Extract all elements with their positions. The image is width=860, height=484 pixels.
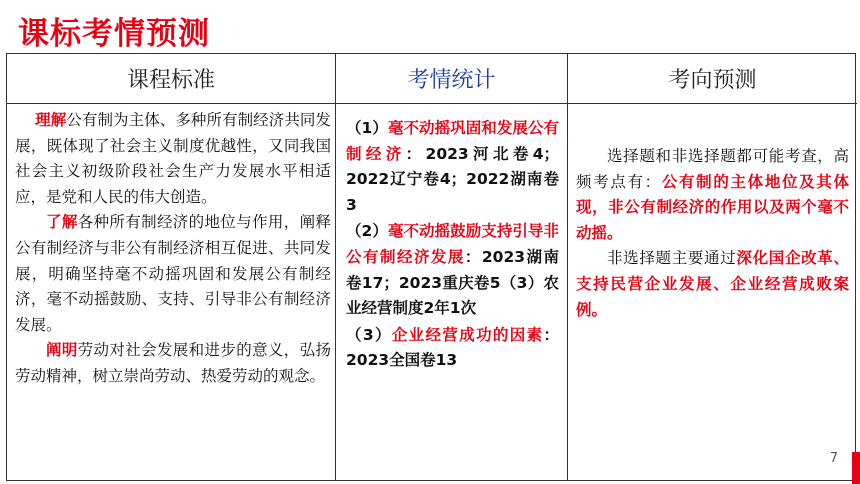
- standard-paragraph: [15, 210, 331, 338]
- overview-table: [6, 53, 856, 481]
- prediction-highlight: 深化国企改革、支持民营企业发展、企业经营成败案例。: [576, 249, 849, 319]
- standard-paragraph: [15, 108, 331, 210]
- prediction-paragraph: [576, 144, 849, 246]
- stat-number: （1）: [346, 119, 388, 137]
- standard-keyword: 了解: [46, 213, 78, 232]
- prediction-highlight: 公有制的主体地位及其体现，非公有制经济的作用以及两个毫不动摇。: [576, 172, 849, 242]
- standard-text: 各种所有制经济的地位与作用，阐释公有制经济与非公有制经济相互促进、共同发展，明确坚持毫不动摇巩固和发展公有制经济，毫不动摇鼓励、支持、引导非公有制经济发展。: [15, 213, 331, 334]
- stat-detail: ：2023全国卷13: [346, 325, 559, 370]
- corner-accent-bar: [852, 452, 860, 484]
- prediction-text: 选择题和非选择题都可能考查，高频考点有：: [576, 147, 849, 191]
- page-number: 7: [829, 451, 838, 466]
- page-title: 课标考情预测: [18, 16, 210, 52]
- header-exam-prediction: 考向预测: [568, 54, 857, 104]
- stat-topic: 毫不动摇鼓励支持引导非公有制经济发展: [346, 222, 559, 266]
- stat-number: （3）: [346, 325, 392, 344]
- standard-keyword: 理解: [35, 111, 67, 129]
- stat-detail: ：2023河北卷4；2022辽宁卷4；2022湖南卷3: [346, 144, 559, 214]
- stat-topic: 毫不动摇巩固和发展公有制经济: [346, 119, 559, 163]
- header-curriculum-standard: 课程标准: [7, 54, 336, 104]
- stat-item: [346, 323, 559, 374]
- exam-statistics-cell: [336, 104, 568, 480]
- stat-item: [346, 116, 559, 218]
- prediction-paragraph: [576, 246, 849, 323]
- curriculum-standard-cell: [7, 104, 336, 480]
- exam-prediction-cell: [568, 104, 857, 480]
- standard-keyword: 阐明: [46, 341, 78, 360]
- stat-detail: ：2023湖南卷17；2023重庆卷5（3）农业经营制度2年1次: [346, 247, 559, 318]
- prediction-text: 非选择题主要通过: [607, 249, 737, 268]
- stat-item: [346, 219, 559, 321]
- standard-paragraph: [15, 338, 331, 389]
- stat-number: （2）: [346, 222, 388, 241]
- standard-text: 公有制为主体、多种所有制经济共同发展，既体现了社会主义制度优越性，又同我国社会主义初级阶段社会生产力发展水平相适应，是党和人民的伟大创造。: [15, 111, 331, 206]
- standard-text: 劳动对社会发展和进步的意义，弘扬劳动精神，树立崇尚劳动、热爱劳动的观念。: [15, 341, 331, 385]
- stat-topic: 企业经营成功的因素: [391, 325, 544, 344]
- header-exam-statistics: 考情统计: [336, 54, 568, 104]
